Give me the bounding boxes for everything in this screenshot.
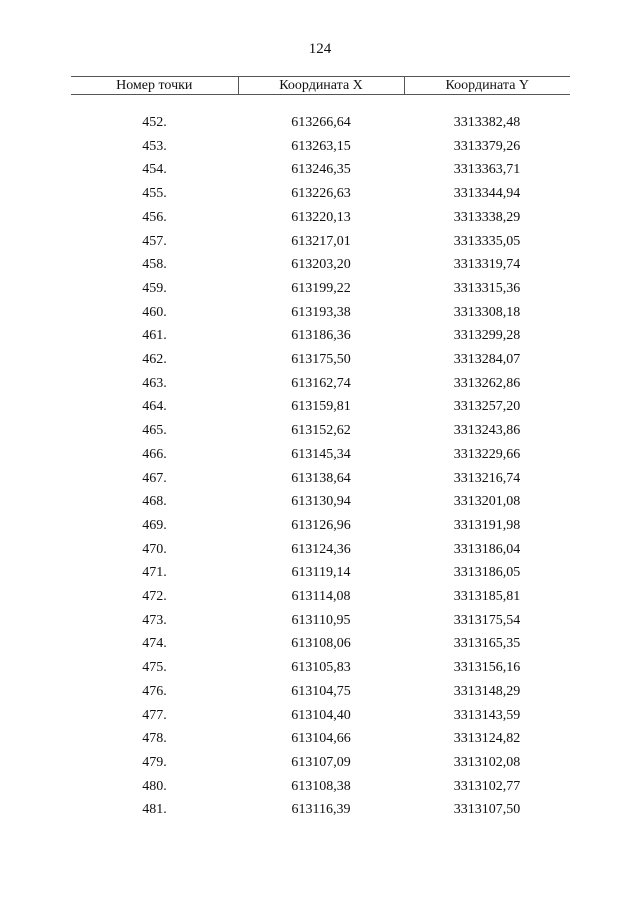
- table-row: [71, 798, 570, 822]
- coordinate-y-cell: 3313315,36: [453, 280, 521, 296]
- coordinate-x-cell: 613175,50: [291, 352, 351, 368]
- coordinate-x-cell: 613152,62: [291, 423, 351, 439]
- coordinate-y-cell: 3313102,77: [453, 778, 521, 794]
- point-number-cell: 458.: [142, 257, 167, 273]
- coordinate-y-cell: 3313379,26: [453, 138, 521, 154]
- coordinate-x-cell: 613104,75: [291, 683, 351, 699]
- coordinate-y-cell: 3313243,86: [453, 423, 521, 439]
- coordinate-x-cell: 613107,09: [291, 754, 351, 770]
- point-number-cell: 463.: [142, 375, 167, 391]
- coordinate-y-cell: 3313191,98: [453, 517, 521, 533]
- coordinate-y-cell: 3313344,94: [453, 186, 521, 202]
- coordinate-x-cell: 613246,35: [291, 162, 351, 178]
- coordinate-x-cell: 613220,13: [291, 209, 351, 225]
- coordinate-x-cell: 613114,08: [291, 589, 351, 605]
- coordinate-y-cell: 3313319,74: [453, 257, 521, 273]
- coordinate-y-cell: 3313257,20: [453, 399, 521, 415]
- table-row: [71, 324, 570, 348]
- coordinate-y-cell: 3313335,05: [453, 233, 521, 249]
- point-number-cell: 478.: [142, 731, 167, 747]
- coordinate-x-cell: 613104,66: [291, 731, 351, 747]
- table-row: [71, 419, 570, 443]
- table-row: [71, 680, 570, 704]
- point-number-cell: 461.: [142, 328, 167, 344]
- coordinate-x-cell: 613108,06: [291, 636, 351, 652]
- coordinate-y-cell: 3313186,04: [453, 541, 521, 557]
- table-row: [71, 609, 570, 633]
- coordinate-x-cell: 613193,38: [291, 304, 351, 320]
- table-row: [71, 467, 570, 491]
- coordinate-x-cell: 613104,40: [291, 707, 351, 723]
- coordinate-y-cell: 3313229,66: [453, 446, 521, 462]
- point-number-cell: 459.: [142, 280, 167, 296]
- table-row: [71, 632, 570, 656]
- coordinate-x-cell: 613110,95: [291, 612, 351, 628]
- coordinate-x-cell: 613226,63: [291, 186, 351, 202]
- point-number-cell: 455.: [142, 186, 167, 202]
- point-number-cell: 464.: [142, 399, 167, 415]
- coordinate-x-cell: 613199,22: [291, 280, 351, 296]
- point-number-cell: 453.: [142, 138, 167, 154]
- coordinate-y-cell: 3313216,74: [453, 470, 521, 486]
- point-number-cell: 469.: [142, 517, 167, 533]
- table-row: [71, 182, 570, 206]
- point-number-cell: 462.: [142, 352, 167, 368]
- coordinate-y-cell: 3313299,28: [453, 328, 521, 344]
- point-number-cell: 465.: [142, 423, 167, 439]
- point-number-cell: 454.: [142, 162, 167, 178]
- point-number-cell: 456.: [142, 209, 167, 225]
- table-row: [71, 704, 570, 728]
- table-row: [71, 301, 570, 325]
- table-row: [71, 585, 570, 609]
- coordinate-x-cell: 613116,39: [291, 802, 351, 818]
- header-spacer: [71, 95, 570, 112]
- coordinate-y-cell: 3313175,54: [453, 612, 521, 628]
- coordinate-x-cell: 613105,83: [291, 660, 351, 676]
- header-row: [71, 77, 570, 95]
- point-number-cell: 479.: [142, 754, 167, 770]
- page-number: 124: [308, 41, 332, 57]
- header-coordinate-x: Координата X: [238, 77, 404, 95]
- table-row: [71, 372, 570, 396]
- point-number-cell: 468.: [142, 494, 167, 510]
- table-row: [71, 751, 570, 775]
- table-row: [71, 538, 570, 562]
- table-row: [71, 775, 570, 799]
- coordinate-y-cell: 3313107,50: [453, 802, 521, 818]
- coordinate-y-cell: 3313156,16: [453, 660, 521, 676]
- coordinate-y-cell: 3313284,07: [453, 352, 521, 368]
- table-row: [71, 490, 570, 514]
- table-header: [71, 77, 570, 95]
- coordinate-y-cell: 3313148,29: [453, 683, 521, 699]
- coordinate-y-cell: 3313382,48: [453, 115, 521, 130]
- table-row: [71, 656, 570, 680]
- coordinate-x-cell: 613186,36: [291, 328, 351, 344]
- table-row: [71, 561, 570, 585]
- header-coordinate-y: Координата Y: [404, 77, 570, 95]
- point-number-cell: 480.: [142, 778, 167, 794]
- coordinate-x-cell: 613217,01: [291, 233, 351, 249]
- coordinate-y-cell: 3313165,35: [453, 636, 521, 652]
- coordinate-y-cell: 3313201,08: [453, 494, 521, 510]
- table-row: [71, 514, 570, 538]
- coordinate-x-cell: 613162,74: [291, 375, 351, 391]
- coordinate-y-cell: 3313102,08: [453, 754, 521, 770]
- point-number-cell: 467.: [142, 470, 167, 486]
- point-number-cell: 477.: [142, 707, 167, 723]
- table-row: [71, 158, 570, 182]
- coordinate-y-cell: 3313186,05: [453, 565, 521, 581]
- point-number-cell: 452.: [142, 115, 167, 130]
- table-row: [71, 443, 570, 467]
- table-row: [71, 206, 570, 230]
- header-point-number: Номер точки: [71, 77, 238, 95]
- coordinate-y-cell: 3313185,81: [453, 589, 521, 605]
- coordinate-x-cell: 613263,15: [291, 138, 351, 154]
- point-number-cell: 475.: [142, 660, 167, 676]
- table-row: [71, 348, 570, 372]
- point-number-cell: 474.: [142, 636, 167, 652]
- coordinates-table: [71, 76, 570, 822]
- point-number-cell: 472.: [142, 589, 167, 605]
- point-number-cell: 466.: [142, 446, 167, 462]
- table-row: [71, 395, 570, 419]
- point-number-cell: 473.: [142, 612, 167, 628]
- coordinate-x-cell: 613130,94: [291, 494, 351, 510]
- point-number-cell: 471.: [142, 565, 167, 581]
- point-number-cell: 476.: [142, 683, 167, 699]
- table-row: [71, 253, 570, 277]
- coordinate-y-cell: 3313124,82: [453, 731, 521, 747]
- coordinate-y-cell: 3313308,18: [453, 304, 521, 320]
- coordinate-y-cell: 3313143,59: [453, 707, 521, 723]
- coordinate-y-cell: 3313363,71: [453, 162, 521, 178]
- coordinate-y-cell: 3313338,29: [453, 209, 521, 225]
- table-row: [71, 230, 570, 254]
- coordinate-x-cell: 613145,34: [291, 446, 351, 462]
- coordinate-x-cell: 613126,96: [291, 517, 351, 533]
- coordinate-y-cell: 3313262,86: [453, 375, 521, 391]
- spacer-cell: [71, 95, 570, 112]
- coordinate-x-cell: 613203,20: [291, 257, 351, 273]
- coordinate-x-cell: 613138,64: [291, 470, 351, 486]
- coordinate-x-cell: 613108,38: [291, 778, 351, 794]
- coordinate-x-cell: 613124,36: [291, 541, 351, 557]
- table-body: [71, 95, 570, 823]
- point-number-cell: 470.: [142, 541, 167, 557]
- point-number-cell: 460.: [142, 304, 167, 320]
- table-row: [71, 111, 570, 135]
- point-number-cell: 457.: [142, 233, 167, 249]
- coordinate-x-cell: 613119,14: [291, 565, 351, 581]
- coordinate-x-cell: 613266,64: [291, 115, 351, 130]
- table-row: [71, 727, 570, 751]
- point-number-cell: 481.: [142, 802, 167, 818]
- table-row: [71, 135, 570, 159]
- coordinate-x-cell: 613159,81: [291, 399, 351, 415]
- table-row: [71, 277, 570, 301]
